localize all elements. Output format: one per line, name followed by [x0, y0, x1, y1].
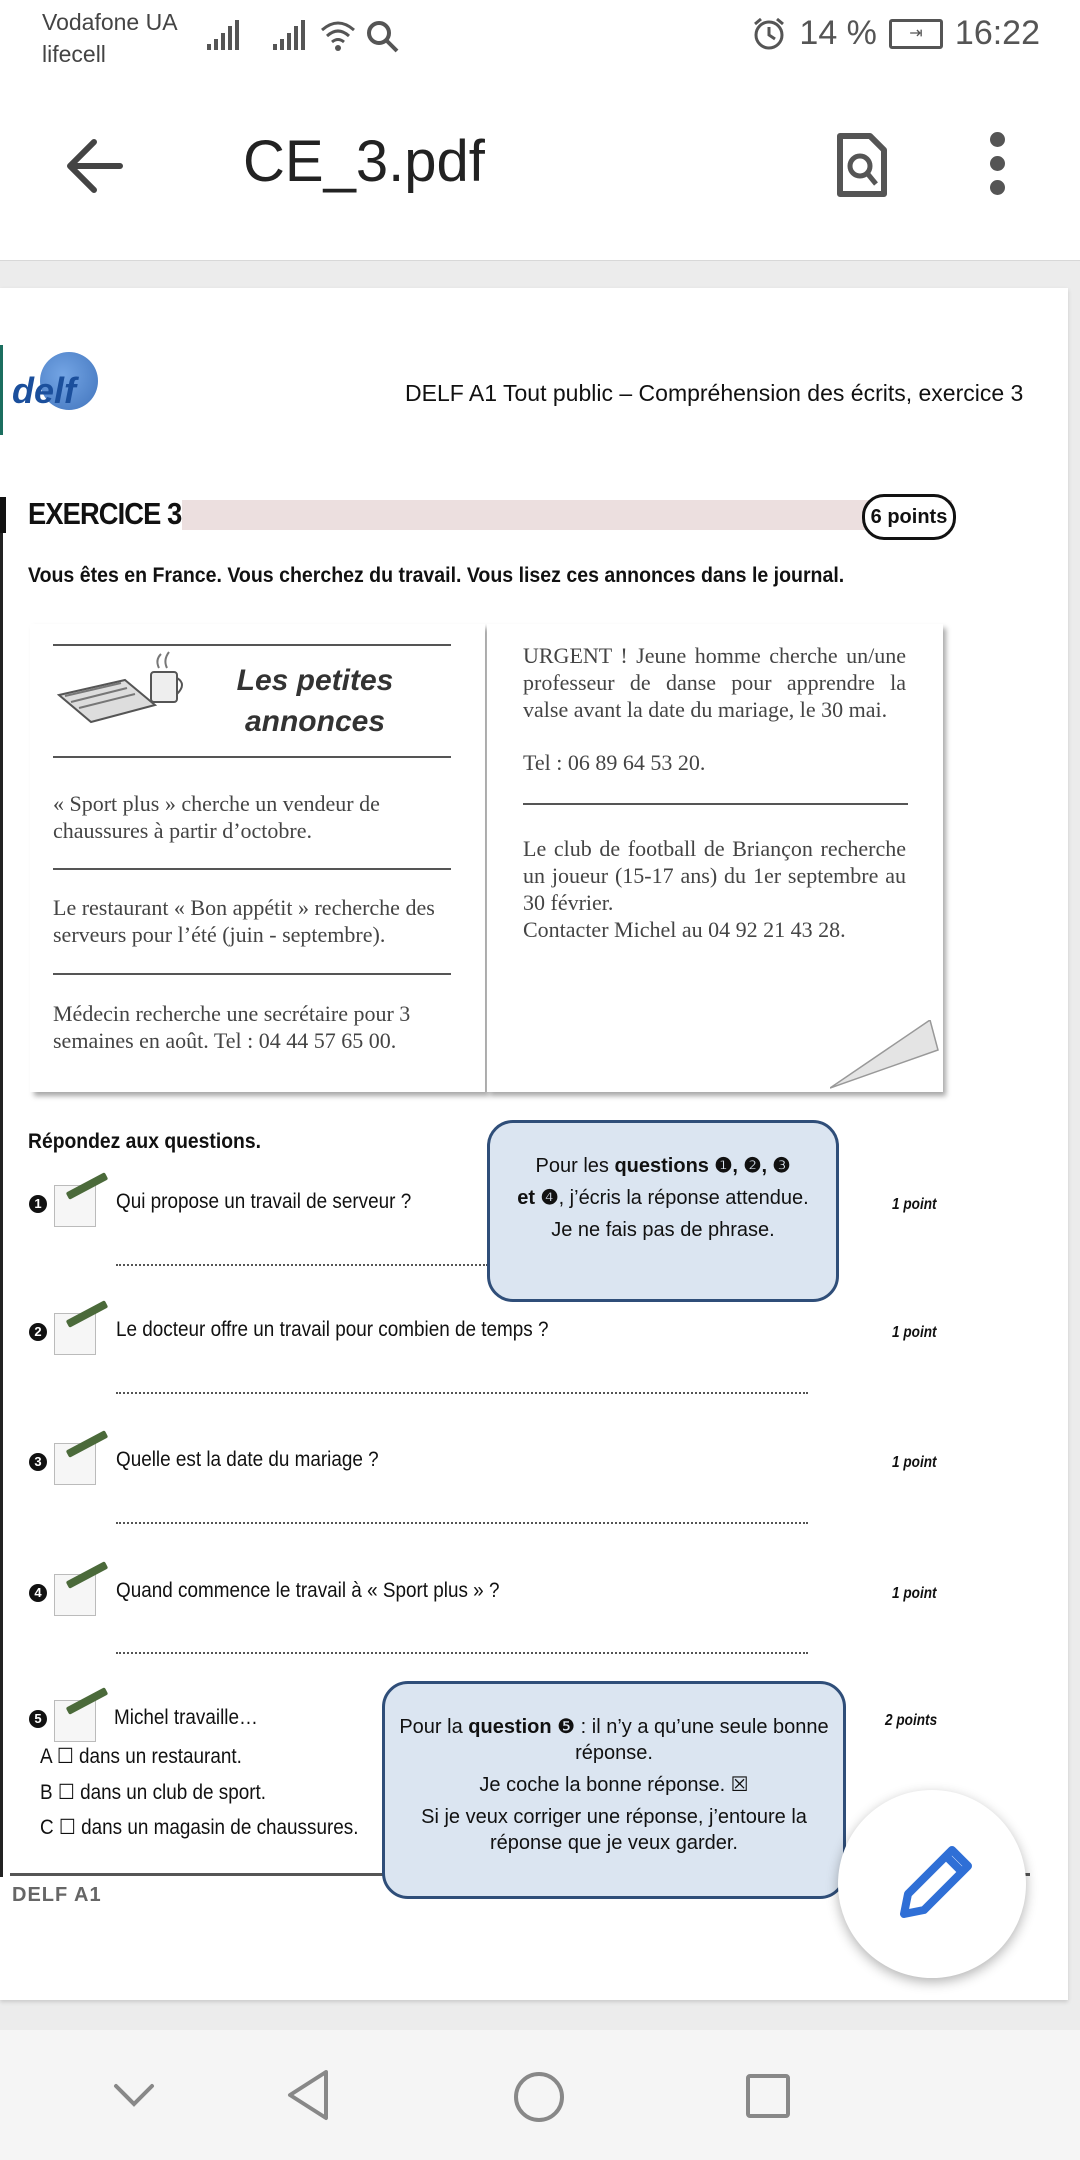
nav-home-circle-icon[interactable]	[512, 2070, 566, 2124]
exercise-points-badge: 6 points	[862, 494, 956, 540]
edit-fab-button[interactable]	[838, 1790, 1026, 1978]
instruction-bubble-2: Pour la question ❺ : il n’y a qu’une seule bonne réponse. Je coche la bonne réponse. ☒ Si je veux corriger une réponse, j’entoure la réponse que je veux garder.	[382, 1681, 846, 1899]
document-footer: DELF A1	[12, 1884, 102, 1906]
question-text: Qui propose un travail de serveur ?	[116, 1190, 412, 1213]
question-text: Le docteur offre un travail pour combien de temps ?	[116, 1318, 549, 1341]
arrow-left-icon[interactable]	[64, 138, 124, 194]
clock: 16:22	[954, 14, 1040, 52]
chevron-down-icon[interactable]	[112, 2080, 156, 2110]
answer-line[interactable]	[116, 1392, 808, 1394]
delf-logo: delf	[12, 370, 77, 411]
newspaper-coffee-icon	[55, 650, 205, 725]
exercise-title: EXERCICE 3	[28, 496, 182, 531]
question-text: Quand commence le travail à « Sport plus » ?	[116, 1579, 500, 1602]
question-number: 2	[29, 1323, 47, 1341]
nav-back-triangle-icon[interactable]	[284, 2068, 330, 2122]
app-bar	[0, 70, 1080, 261]
ad-urgent-tel: Tel : 06 89 64 53 20.	[523, 750, 706, 775]
more-vert-icon[interactable]	[990, 132, 1006, 202]
instruction-bubble-1: Pour les questions ❶, ❷, ❸ et ❹, j’écris la réponse attendue. Je ne fais pas de phrase.	[487, 1120, 839, 1302]
answer-line[interactable]	[116, 1522, 808, 1524]
alarm-icon	[751, 16, 787, 52]
respond-instruction: Répondez aux questions.	[28, 1130, 261, 1153]
checkbox-icon[interactable]: ☐	[51, 1745, 80, 1768]
question-points: 2 points	[885, 1712, 938, 1729]
answer-line[interactable]	[116, 1652, 808, 1654]
question-points: 1 point	[892, 1196, 937, 1213]
answer-option-a[interactable]: A ☐ dans un restaurant.	[40, 1745, 242, 1768]
ad-football-contact: Contacter Michel au 04 92 21 43 28.	[523, 917, 846, 942]
ads-title: Les petites annonces	[236, 664, 394, 738]
question-number: 3	[29, 1453, 47, 1471]
ad-football: Le club de football de Briançon recherche un joueur (15-17 ans) du 1er septembre au 30 février.	[523, 836, 906, 915]
exercise-stripe	[182, 500, 952, 530]
document-title: CE_3.pdf	[243, 129, 485, 194]
checkbox-icon[interactable]: ☐	[53, 1816, 82, 1839]
question-number: 1	[29, 1195, 47, 1213]
answer-option-b[interactable]: B ☐ dans un club de sport.	[40, 1781, 267, 1804]
edit-pencil-icon	[838, 1790, 1026, 1978]
question-points: 1 point	[892, 1454, 937, 1471]
carrier-1: Vodafone UA	[42, 9, 178, 35]
status-bar	[0, 0, 1080, 70]
question-number: 5	[29, 1710, 47, 1728]
question-text: Michel travaille…	[114, 1706, 258, 1729]
question-points: 1 point	[892, 1324, 937, 1341]
nav-recents-square-icon[interactable]	[744, 2072, 792, 2120]
wifi-icon	[318, 16, 358, 56]
search-status-icon	[364, 18, 402, 56]
ad-medecin: Médecin recherche une secrétaire pour 3 semaines en août. Tel : 04 44 57 65 00.	[53, 1001, 411, 1053]
document-header: DELF A1 Tout public – Compréhension des écrits, exercice 3	[405, 380, 1024, 406]
checkbox-icon[interactable]: ☐	[52, 1781, 81, 1804]
answer-option-c[interactable]: C ☐ dans un magasin de chaussures.	[40, 1816, 359, 1839]
writing-pencil-icon	[54, 1185, 96, 1227]
status-right	[751, 14, 1040, 53]
ad-urgent: URGENT ! Jeune homme cherche un/une professeur de danse pour apprendre la valse avant la date du mariage, le 30 mai.	[523, 643, 906, 722]
question-points: 1 point	[892, 1585, 937, 1602]
checkbox-pencil-icon	[54, 1700, 96, 1742]
question-number: 4	[29, 1584, 47, 1602]
document-search-icon[interactable]	[836, 132, 888, 198]
exercise-instruction: Vous êtes en France. Vous cherchez du travail. Vous lisez ces annonces dans le journal.	[28, 564, 845, 587]
battery-charging-icon: ⇥	[889, 19, 943, 49]
question-text: Quelle est la date du mariage ?	[116, 1448, 379, 1471]
ad-restaurant: Le restaurant « Bon appétit » recherche des serveurs pour l’été (juin - septembre).	[53, 895, 435, 947]
ad-sport-plus: « Sport plus » cherche un vendeur de chaussures à partir d’octobre.	[53, 791, 380, 843]
writing-pencil-icon	[54, 1443, 96, 1485]
carrier-2: lifecell	[42, 41, 106, 67]
writing-pencil-icon	[54, 1574, 96, 1616]
carrier-info	[42, 6, 178, 70]
writing-pencil-icon	[54, 1313, 96, 1355]
page-curl-decoration	[830, 1020, 940, 1090]
answer-line[interactable]	[116, 1264, 488, 1266]
battery-percent: 14 %	[799, 14, 877, 52]
